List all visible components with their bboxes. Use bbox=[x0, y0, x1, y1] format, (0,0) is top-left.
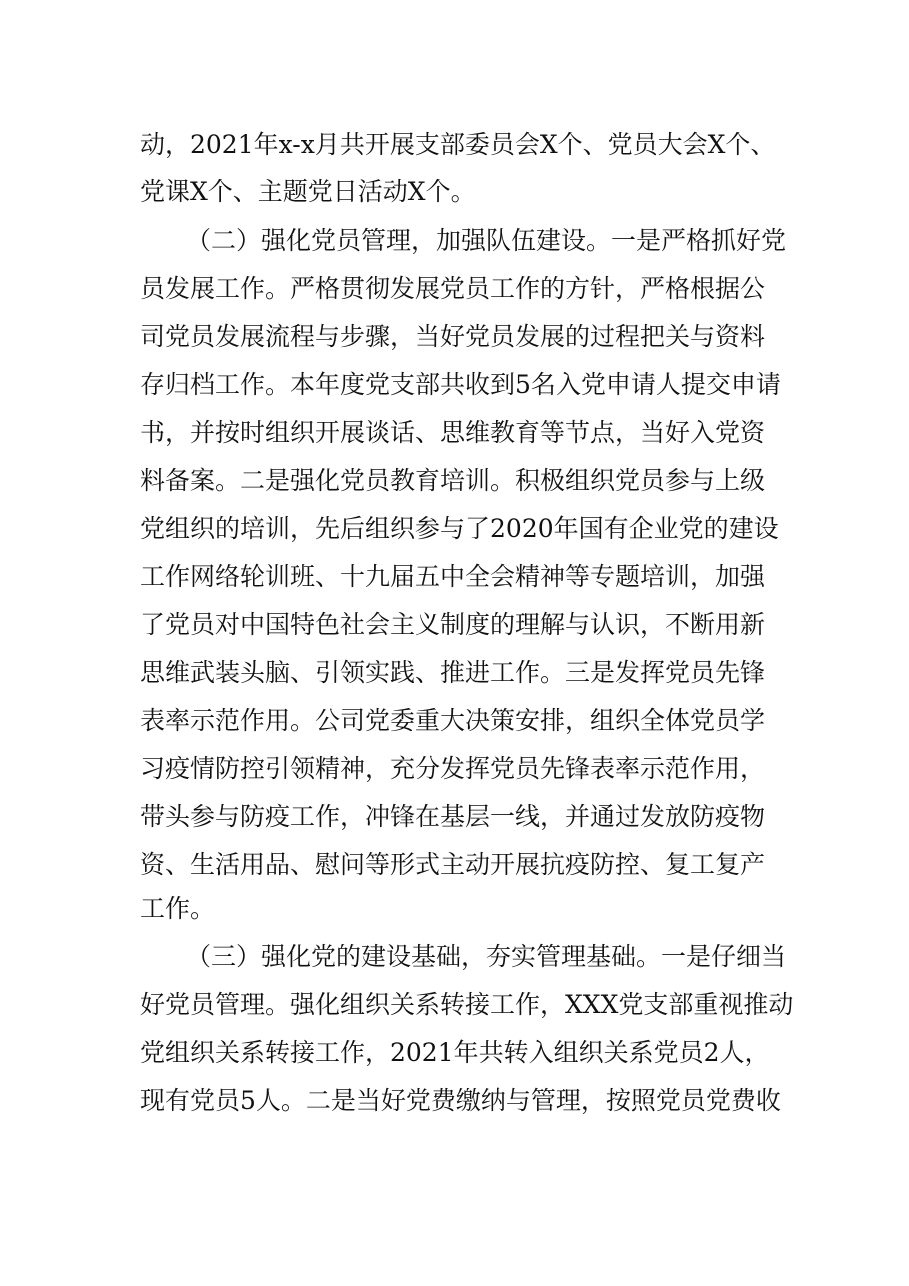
text-line: 料备案。二是强化党员教育培训。积极组织党员参与上级 bbox=[140, 466, 766, 495]
paragraph-heading-line: （三）强化党的建设基础，夯实管理基础。一是仔细当 bbox=[186, 942, 787, 971]
text-line: 资、生活用品、慰问等形式主动开展抗疫防控、复工复产 bbox=[140, 850, 766, 879]
text-line: 工作。 bbox=[140, 894, 216, 923]
text-line: 习疫情防控引领精神，充分发挥党员先锋表率示范作用， bbox=[140, 754, 766, 783]
text-line: 动，2021年x-x月共开展支部委员会X个、党员大会X个、 bbox=[140, 130, 776, 159]
text-line: 党课X个、主题党日活动X个。 bbox=[140, 177, 476, 206]
text-line: 好党员管理。强化组织关系转接工作，XXX党支部重视推动 bbox=[140, 990, 794, 1019]
text-line: 司党员发展流程与步骤，当好党员发展的过程把关与资料 bbox=[140, 322, 766, 351]
paragraph-heading-line: （二）强化党员管理，加强队伍建设。一是严格抓好党 bbox=[186, 226, 787, 255]
text-line: 书，并按时组织开展谈话、思维教育等节点，当好入党资 bbox=[140, 418, 766, 447]
text-line: 现有党员5人。二是当好党费缴纳与管理，按照党员党费收 bbox=[140, 1086, 781, 1115]
text-line: 思维武装头脑、引领实践、推进工作。三是发挥党员先锋 bbox=[140, 658, 766, 687]
text-line: 存归档工作。本年度党支部共收到5名入党申请人提交申请 bbox=[140, 370, 781, 399]
text-line: 员发展工作。严格贯彻发展党员工作的方针，严格根据公 bbox=[140, 274, 766, 303]
text-line: 表率示范作用。公司党委重大决策安排，组织全体党员学 bbox=[140, 706, 766, 735]
text-line: 工作网络轮训班、十九届五中全会精神等专题培训，加强 bbox=[140, 562, 766, 591]
text-line: 党组织关系转接工作，2021年共转入组织关系党员2人， bbox=[140, 1038, 770, 1067]
text-line: 了党员对中国特色社会主义制度的理解与认识，不断用新 bbox=[140, 610, 766, 639]
text-line: 带头参与防疫工作，冲锋在基层一线，并通过发放防疫物 bbox=[140, 802, 766, 831]
text-line: 党组织的培训，先后组织参与了2020年国有企业党的建设 bbox=[140, 514, 779, 543]
